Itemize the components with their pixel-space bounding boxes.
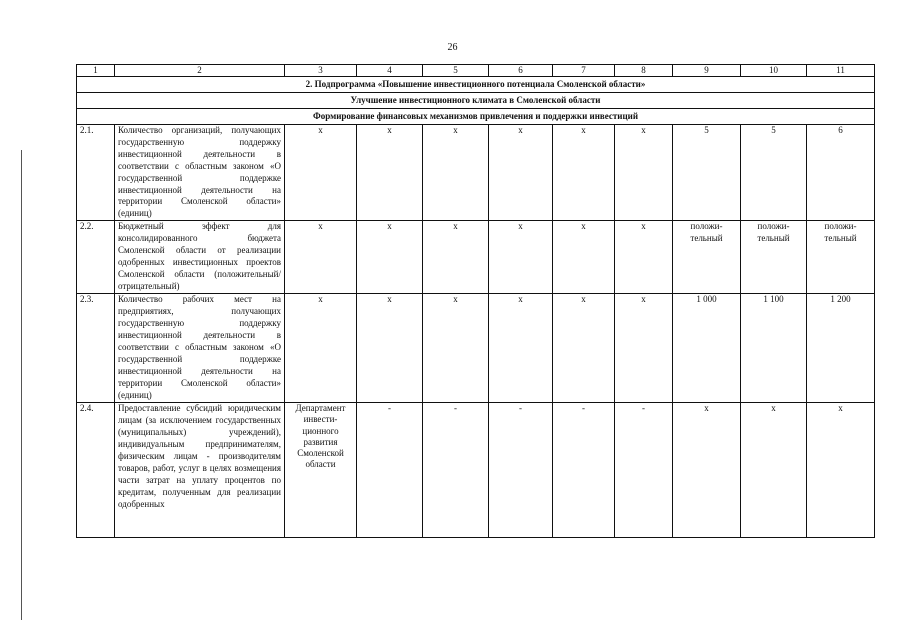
row-description: Количество рабочих мест на предприятиях, получающих государственную поддержку инвестиционной деятельности в соответствии с областным законом «О государственной поддержке инвестиционной деятельности на территории Смоленской области» (единиц) bbox=[115, 294, 285, 403]
row-value: х bbox=[615, 294, 673, 403]
table-row bbox=[77, 294, 875, 403]
table-row bbox=[77, 221, 875, 294]
row-value: 1 100 bbox=[741, 294, 807, 403]
row-value: х bbox=[489, 294, 553, 403]
column-number-row bbox=[77, 65, 875, 77]
row-value: положи-тельный bbox=[673, 221, 741, 294]
row-value: 1 000 bbox=[673, 294, 741, 403]
indicators-table bbox=[76, 64, 875, 538]
row-value: х bbox=[673, 403, 741, 538]
table-row bbox=[77, 125, 875, 221]
row-value: х bbox=[423, 125, 489, 221]
row-value: - bbox=[615, 403, 673, 538]
row-value: х bbox=[741, 403, 807, 538]
subprogram-heading-row bbox=[77, 77, 875, 93]
row-value: - bbox=[357, 403, 423, 538]
column-number: 4 bbox=[357, 65, 423, 77]
row-number: 2.4. bbox=[77, 403, 115, 538]
row-responsible: х bbox=[285, 221, 357, 294]
row-value: х bbox=[357, 125, 423, 221]
row-value: - bbox=[489, 403, 553, 538]
column-number: 2 bbox=[115, 65, 285, 77]
row-description: Бюджетный эффект для консолидированного бюджета Смоленской области от реализации одобренных инвестиционных проектов Смоленской области (положительный/ отрицательный) bbox=[115, 221, 285, 294]
row-value: х bbox=[615, 125, 673, 221]
row-value: 5 bbox=[741, 125, 807, 221]
column-number: 6 bbox=[489, 65, 553, 77]
task-heading: Формирование финансовых механизмов привлечения и поддержки инвестиций bbox=[77, 109, 875, 125]
column-number: 9 bbox=[673, 65, 741, 77]
page-number: 26 bbox=[447, 42, 458, 53]
row-value: х bbox=[553, 294, 615, 403]
column-number: 8 bbox=[615, 65, 673, 77]
row-description: Предоставление субсидий юридическим лицам (за исключением государственных (муниципальных) учреждений), индивидуальным предпринимателям, физическим лицам - производителям товаров, работ, услуг в целях возмещения части затрат на уплату процентов по кредитам, полученным для реализации одобренных bbox=[115, 403, 285, 538]
row-responsible: х bbox=[285, 294, 357, 403]
goal-heading-row bbox=[77, 93, 875, 109]
goal-heading: Улучшение инвестиционного климата в Смоленской области bbox=[77, 93, 875, 109]
row-value: - bbox=[423, 403, 489, 538]
column-number: 10 bbox=[741, 65, 807, 77]
row-number: 2.3. bbox=[77, 294, 115, 403]
row-responsible: Департамент инвести-ционного развития Смоленской области bbox=[285, 403, 357, 538]
row-value: положи-тельный bbox=[741, 221, 807, 294]
column-number: 1 bbox=[77, 65, 115, 77]
row-value: х bbox=[807, 403, 875, 538]
row-value: х bbox=[489, 221, 553, 294]
row-value: положи-тельный bbox=[807, 221, 875, 294]
table-row bbox=[77, 403, 875, 538]
row-value: 5 bbox=[673, 125, 741, 221]
row-value: 6 bbox=[807, 125, 875, 221]
row-responsible: х bbox=[285, 125, 357, 221]
subprogram-heading: 2. Подпрограмма «Повышение инвестиционного потенциала Смоленской области» bbox=[77, 77, 875, 93]
task-heading-row bbox=[77, 109, 875, 125]
row-value: - bbox=[553, 403, 615, 538]
row-description: Количество организаций, получающих государственную поддержку инвестиционной деятельности в соответствии с областным законом «О государственной поддержке инвестиционной деятельности на территории Смоленской области» (единиц) bbox=[115, 125, 285, 221]
row-value: х bbox=[489, 125, 553, 221]
scan-margin-line bbox=[21, 150, 22, 620]
column-number: 11 bbox=[807, 65, 875, 77]
row-number: 2.1. bbox=[77, 125, 115, 221]
column-number: 5 bbox=[423, 65, 489, 77]
row-value: х bbox=[357, 221, 423, 294]
row-value: х bbox=[423, 294, 489, 403]
row-value: 1 200 bbox=[807, 294, 875, 403]
row-number: 2.2. bbox=[77, 221, 115, 294]
row-value: х bbox=[615, 221, 673, 294]
row-value: х bbox=[423, 221, 489, 294]
row-value: х bbox=[553, 221, 615, 294]
row-value: х bbox=[553, 125, 615, 221]
row-value: х bbox=[357, 294, 423, 403]
column-number: 3 bbox=[285, 65, 357, 77]
column-number: 7 bbox=[553, 65, 615, 77]
